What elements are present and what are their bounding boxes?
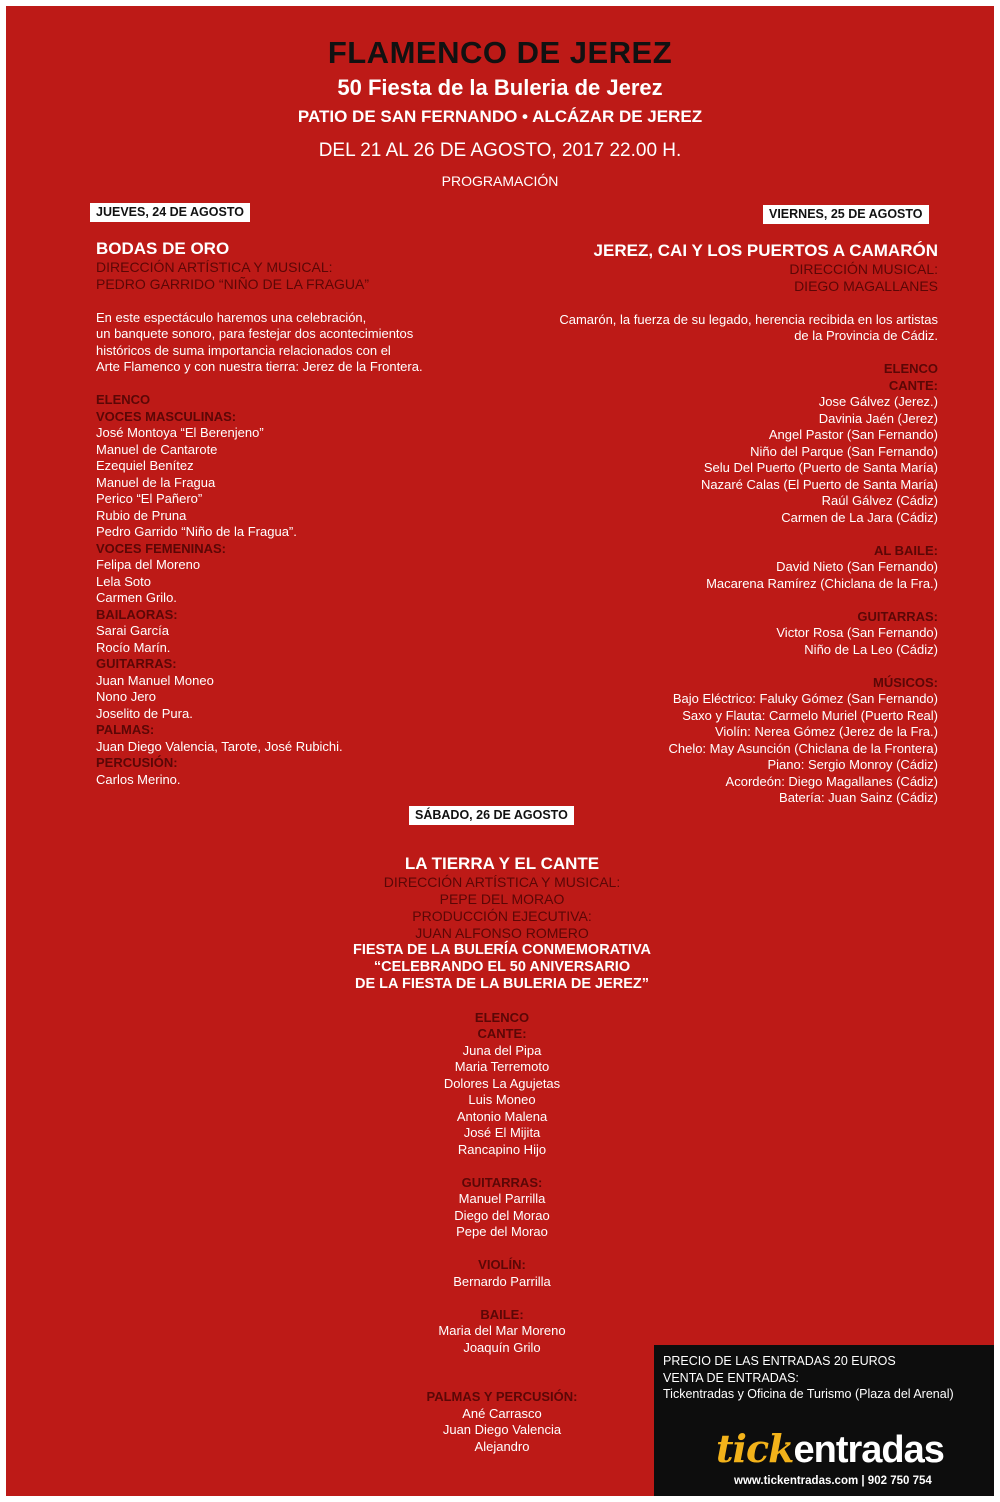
cast-name: Carmen de La Jara (Cádiz): [781, 509, 938, 525]
cast-name: Juna del Pipa: [462, 1042, 542, 1058]
description-line: En este espectáculo haremos una celebración,: [96, 309, 367, 325]
cast-name: Manuel de Cantarote: [96, 441, 218, 457]
cast-name: Bernardo Parrilla: [453, 1273, 551, 1289]
tickentradas-logo[interactable]: [716, 1426, 944, 1472]
cast-name: Perico “El Pañero”: [96, 491, 203, 506]
show-title: JEREZ, CAI Y LOS PUERTOS A CAMARÓN: [593, 241, 938, 260]
cast-name: Diego del Morao: [454, 1207, 550, 1223]
credit-name: PEDRO GARRIDO “NIÑO DE LA FRAGUA”: [96, 276, 370, 292]
cast-name: Carlos Merino.: [96, 771, 181, 787]
cast-name: Juan Manuel Moneo: [96, 672, 214, 688]
cast-name: Joselito de Pura.: [96, 705, 193, 721]
thursday-programme: [96, 239, 516, 788]
commemorative-line: DE LA FIESTA DE LA BULERIA DE JEREZ”: [354, 976, 650, 992]
cast-name: Ezequiel Benítez: [96, 458, 194, 473]
section-label: PALMAS Y PERCUSIÓN:: [426, 1389, 578, 1404]
section-label: VOCES FEMENINAS:: [96, 540, 227, 556]
description-line: Camarón, la fuerza de su legado, herencia recibida en los artistas: [559, 311, 938, 327]
cast-name: Victor Rosa (San Fernando): [776, 625, 938, 640]
description-line: de la Provincia de Cádiz.: [794, 328, 938, 343]
cast-name: Sarai García: [96, 623, 169, 638]
cast-name: Pepe del Morao: [456, 1224, 548, 1239]
cast-name: Manuel de la Fragua: [96, 474, 216, 490]
section-label: GUITARRAS:: [96, 656, 177, 671]
cast-name: Rocío Marín.: [96, 639, 171, 655]
cast-name: Carmen Grilo.: [96, 590, 177, 605]
commemorative-line: FIESTA DE LA BULERÍA CONMEMORATIVA: [352, 942, 652, 958]
logo-entradas: entradas: [793, 1429, 944, 1471]
credit-role: DIRECCIÓN ARTÍSTICA Y MUSICAL:: [383, 874, 621, 890]
credit-role: DIRECCIÓN MUSICAL:: [789, 261, 938, 277]
cast-name: Angel Pastor (San Fernando): [768, 427, 938, 442]
commemorative-line: “CELEBRANDO EL 50 ANIVERSARIO: [373, 959, 631, 975]
cast-name: José Montoya “El Berenjeno”: [96, 425, 264, 440]
ticket-info: [663, 1353, 954, 1403]
cast-name: Batería: Juan Sainz (Cádiz): [779, 790, 938, 805]
cast-label: ELENCO: [474, 1009, 530, 1025]
section-label: BAILAORAS:: [96, 606, 178, 622]
cast-name: David Nieto (San Fernando): [776, 559, 938, 574]
section-label: MÚSICOS:: [873, 674, 938, 690]
cast-name: Piano: Sergio Monroy (Cádiz): [767, 757, 938, 772]
cast-name: Selu Del Puerto (Puerto de Santa María): [703, 460, 938, 475]
day-label-saturday: SÁBADO, 26 DE AGOSTO: [409, 806, 574, 825]
cast-name: Bajo Eléctrico: Faluky Gómez (San Fernando): [672, 691, 938, 706]
section-label: BAILE:: [480, 1306, 524, 1322]
poster: [6, 6, 994, 1496]
ticket-price: PRECIO DE LAS ENTRADAS 20 EUROS: [663, 1354, 896, 1368]
cast-name: Felipa del Moreno: [96, 557, 201, 572]
cast-name: Violín: Nerea Gómez (Jerez de la Fra.): [714, 724, 938, 739]
production-name: JUAN ALFONSO ROMERO: [415, 925, 589, 941]
cast-name: Alejandro: [474, 1438, 530, 1454]
programme-heading: PROGRAMACIÓN: [441, 173, 559, 189]
cast-name: Raúl Gálvez (Cádiz): [821, 493, 938, 508]
cast-name: Macarena Ramírez (Chiclana de la Fra.): [706, 575, 938, 591]
cast-name: Manuel Parrilla: [458, 1191, 546, 1206]
friday-programme: [478, 241, 938, 807]
section-label: AL BAILE:: [873, 542, 938, 558]
description-line: un banquete sonoro, para festejar dos acontecimientos: [96, 326, 414, 341]
website-link[interactable]: www.tickentradas.com | 902 750 754: [734, 1475, 932, 1487]
cast-name: Nazaré Calas (El Puerto de Santa María): [701, 476, 938, 492]
cast-name: Niño del Parque (San Fernando): [750, 443, 938, 459]
cast-name: Joaquín Grilo: [463, 1339, 541, 1355]
logo-tick: tick: [716, 1426, 794, 1471]
cast-name: Lela Soto: [96, 573, 151, 589]
cast-name: Luis Moneo: [468, 1092, 536, 1107]
cast-name: Antonio Malena: [456, 1108, 548, 1124]
credit-role: DIRECCIÓN ARTÍSTICA Y MUSICAL:: [96, 259, 333, 275]
festival-subtitle: 50 Fiesta de la Buleria de Jerez: [337, 75, 663, 100]
section-label: GUITARRAS:: [857, 608, 938, 624]
credit-name: PEPE DEL MORAO: [439, 891, 565, 907]
cast-name: Davinia Jaén (Jerez): [818, 410, 938, 426]
cast-name: Jose Gálvez (Jerez.): [818, 394, 938, 409]
cast-name: Chelo: May Asunción (Chiclana de la Frontera): [668, 740, 938, 756]
section-label: PALMAS:: [96, 722, 155, 737]
cast-name: José El Mijita: [463, 1125, 541, 1140]
cast-name: Dolores La Agujetas: [443, 1075, 561, 1091]
cast-name: Maria Terremoto: [454, 1059, 550, 1074]
cast-name: Saxo y Flauta: Carmelo Muriel (Puerto Real): [682, 707, 938, 723]
cast-name: Nono Jero: [96, 689, 156, 704]
section-label: GUITARRAS:: [461, 1174, 543, 1190]
sales-points: Tickentradas y Oficina de Turismo (Plaza del Arenal): [663, 1387, 954, 1401]
venue: PATIO DE SAN FERNANDO • ALCÁZAR DE JEREZ: [297, 107, 703, 126]
dates: DEL 21 AL 26 DE AGOSTO, 2017 22.00 H.: [318, 140, 682, 161]
show-title: LA TIERRA Y EL CANTE: [404, 854, 600, 873]
cast-name: Juan Diego Valencia: [442, 1422, 562, 1437]
section-label: CANTE:: [477, 1026, 527, 1041]
day-label-friday: VIERNES, 25 DE AGOSTO: [763, 205, 929, 224]
cast-name: Juan Diego Valencia, Tarote, José Rubichi.: [96, 738, 343, 754]
sales-label: VENTA DE ENTRADAS:: [663, 1370, 799, 1385]
cast-name: Acordeón: Diego Magallanes (Cádiz): [725, 773, 938, 789]
page-title: FLAMENCO DE JEREZ: [327, 35, 673, 70]
production-role: PRODUCCIÓN EJECUTIVA:: [412, 908, 592, 924]
description-line: Arte Flamenco y con nuestra tierra: Jerez de la Frontera.: [96, 359, 423, 374]
show-title: BODAS DE ORO: [96, 239, 230, 258]
cast-name: Rubio de Pruna: [96, 507, 187, 523]
ticket-info-box: [654, 1345, 994, 1496]
cast-label: ELENCO: [883, 361, 938, 376]
credit-name: DIEGO MAGALLANES: [794, 278, 938, 294]
section-label: PERCUSIÓN:: [96, 755, 178, 770]
cast-name: Maria del Mar Moreno: [438, 1323, 566, 1338]
section-label: CANTE:: [888, 377, 938, 393]
cast-name: Pedro Garrido “Niño de la Fragua”.: [96, 524, 297, 539]
cast-name: Niño de La Leo (Cádiz): [804, 641, 938, 657]
day-label-thursday: JUEVES, 24 DE AGOSTO: [90, 203, 250, 222]
section-label: VOCES MASCULINAS:: [96, 408, 237, 424]
section-label: VIOLÍN:: [478, 1257, 526, 1272]
cast-name: Ané Carrasco: [462, 1405, 542, 1421]
cast-name: Rancapino Hijo: [457, 1141, 547, 1157]
cast-label: ELENCO: [96, 392, 151, 407]
description-line: históricos de suma importancia relacionados con el: [96, 342, 391, 358]
